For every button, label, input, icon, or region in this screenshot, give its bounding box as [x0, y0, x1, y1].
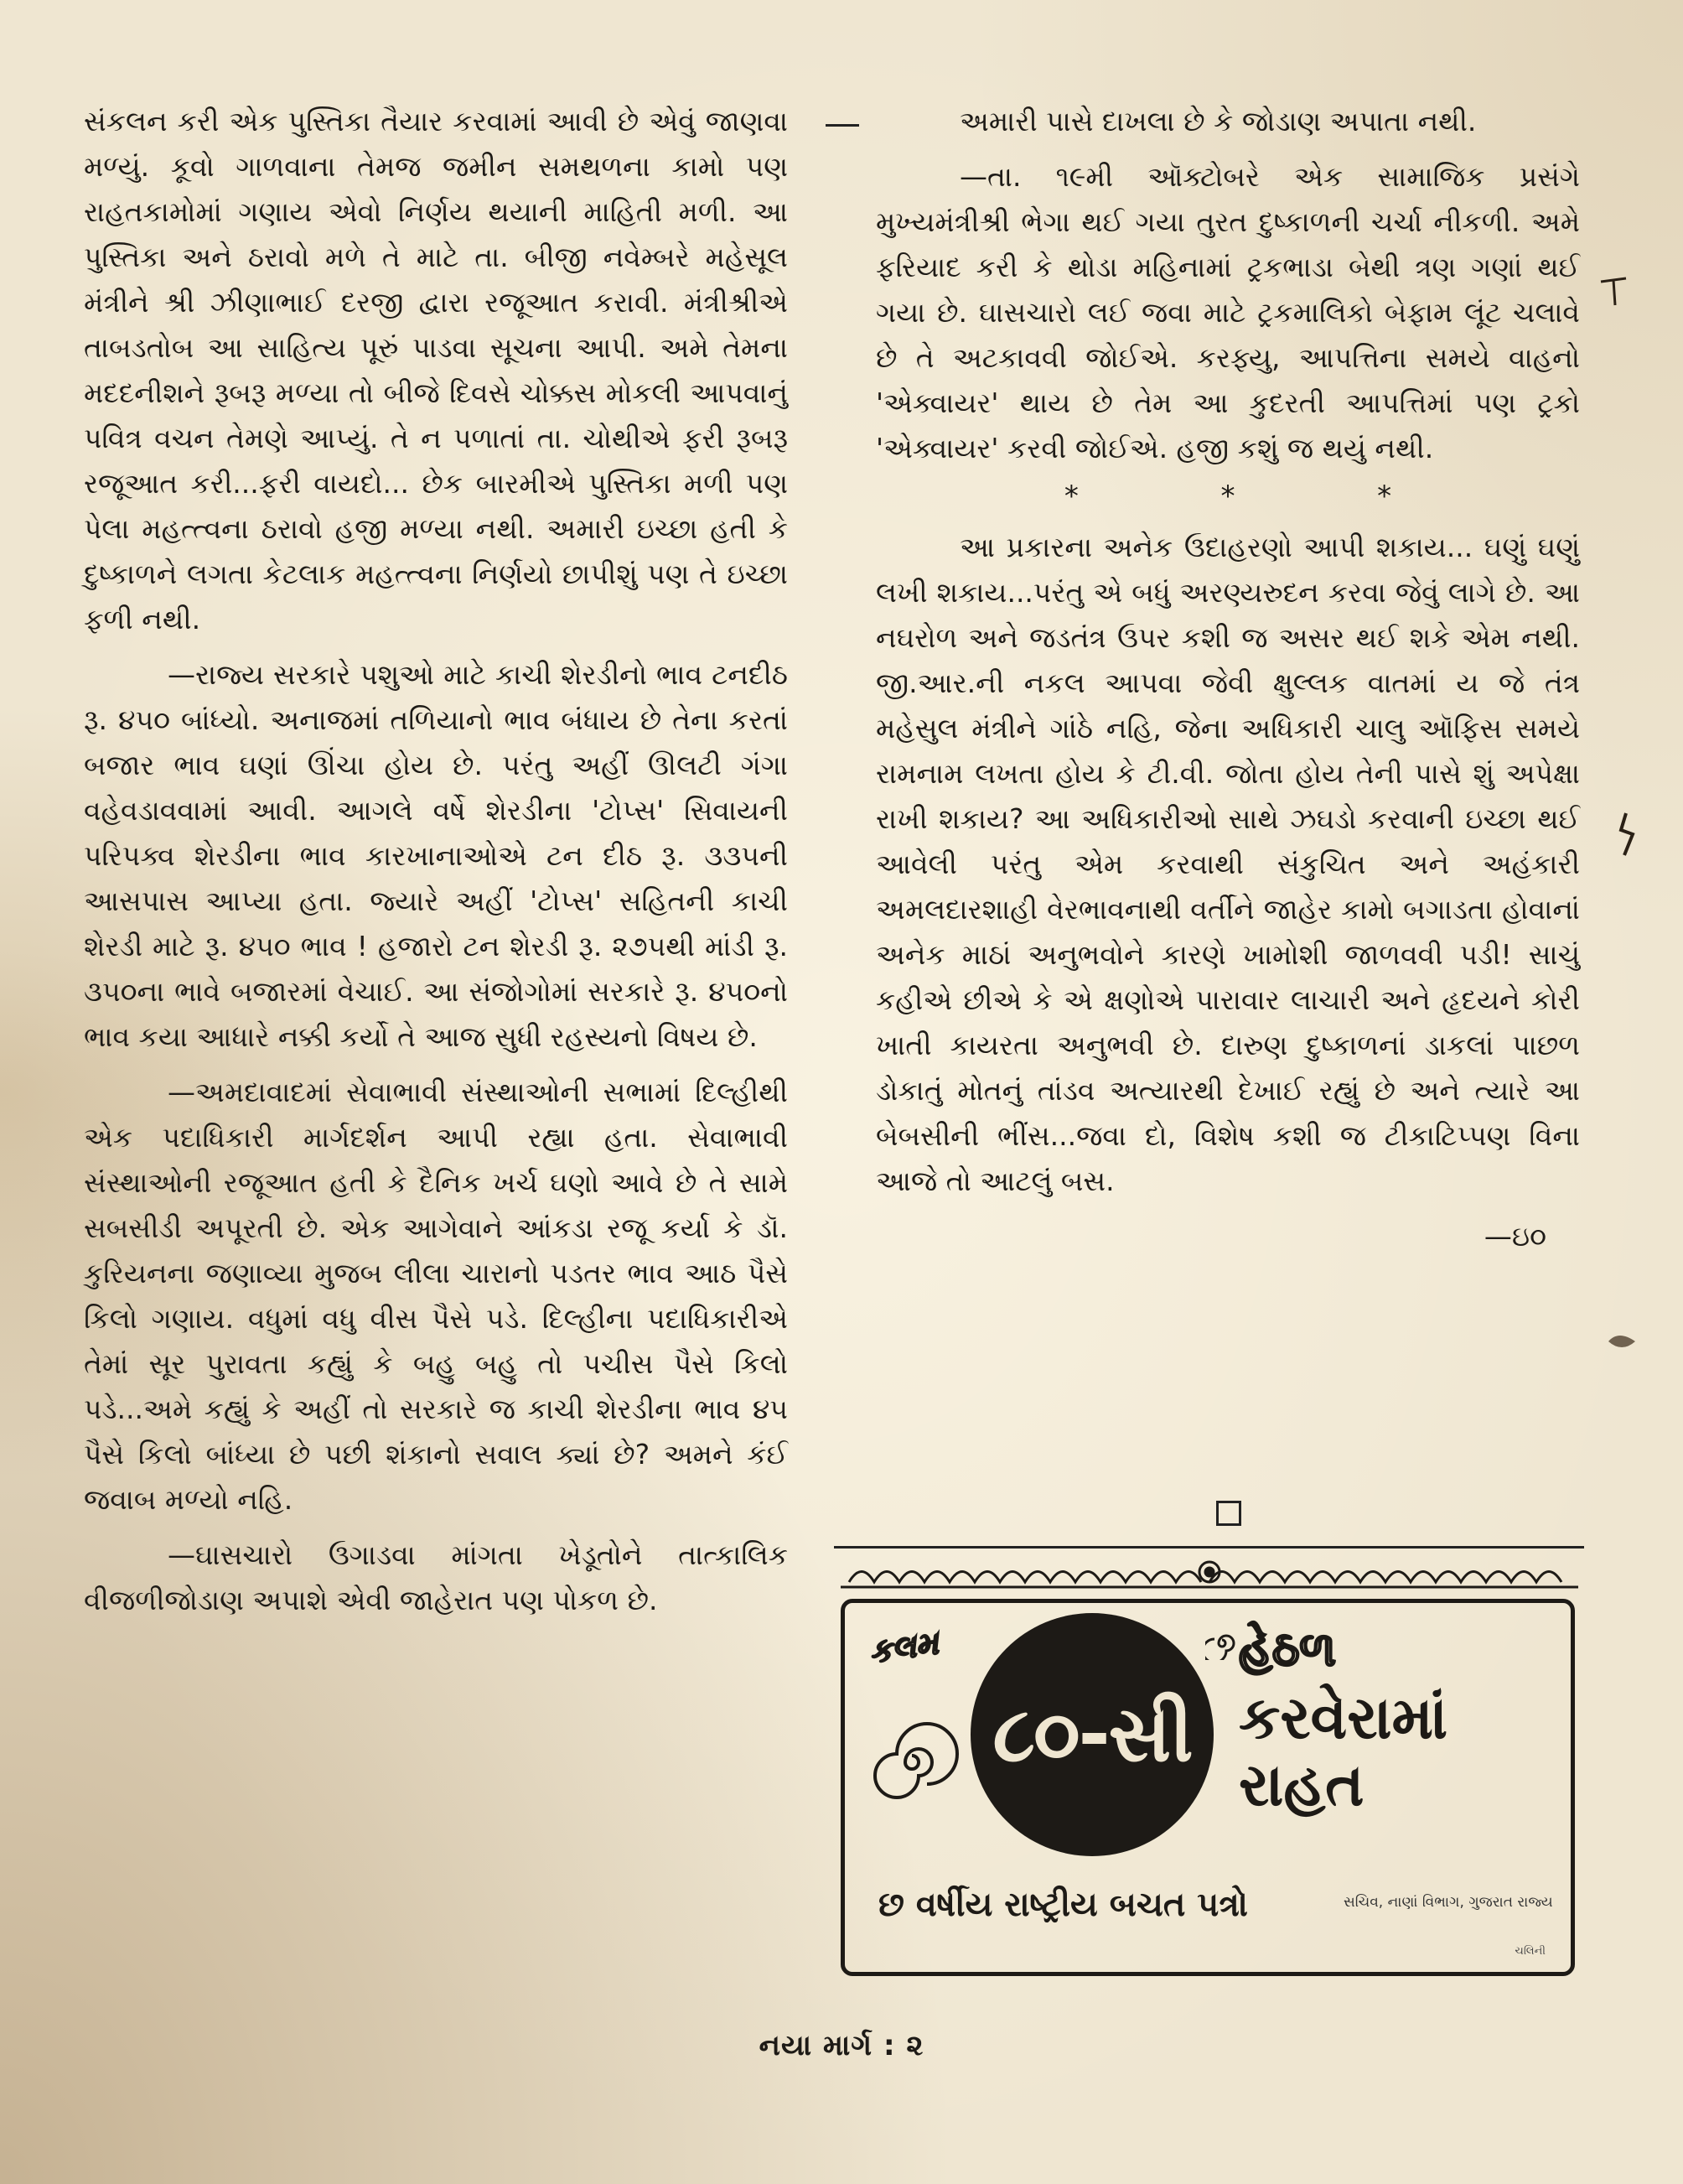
section-number: ૮૦-સી: [992, 1689, 1192, 1779]
ornamental-border-icon: [841, 1557, 1578, 1589]
ad-designer-credit: ચલિની: [1515, 1945, 1546, 1958]
left-paragraph-1: સંકલન કરી એક પુસ્તિકા તૈયાર કરવામાં આવી છે એવું જાણવા મળ્યું. કૂવો ગાળવાના તેમજ જમીન સમથળના કામો પણ રાહતકામોમાં ગણાય એવો નિર્ણય થયાની માહિતી મળી. આ પુસ્તિકા અને ઠરાવો મળે તે માટે તા. બીજી નવેમ્બરે મહેસૂલ મંત્રીને શ્રી ઝીણાભાઈ દરજી દ્વારા રજૂઆત કરાવી. મંત્રીશ્રીએ તાબડતોબ આ સાહિત્ય પૂરું પાડવા સૂચના આપી. અમે તેમના મદદનીશને રૂબરૂ મળ્યા તો બીજે દિવસે ચોક્કસ મોકલી આપવાનું પવિત્ર વચન તેમણે આપ્યું. તે ન પળાતાં તા. ચોથીએ ફરી રૂબરૂ રજૂઆત કરી...ફરી વાયદો... છેક બારમીએ પુસ્તિકા મળી પણ પેલા મહત્ત્વના ઠરાવો હજી મળ્યા નથી. અમારી ઇચ્છા હતી કે દુષ્કાળને લગતા કેટલાક મહત્ત્વના નિર્ણયો છાપીશું પણ તે ઇચ્છા ફળી નથી.: [84, 105, 788, 635]
ad-issuer-note: સચિવ, નાણાં વિભાગ, ગુજરાત રાજ્ય: [1344, 1894, 1553, 1911]
right-paragraph-3: આ પ્રકારના અનેક ઉદાહરણો આપી શકાય... ઘણું ઘણું લખી શકાય...પરંતુ એ બધું અરણ્યરુદન કરવા જેવું લાગે છે. આ નઘરોળ અને જડતંત્ર ઉપર કશી જ અસર થઈ શકે એમ નથી. જી.આર.ની નકલ આપવા જેવી ક્ષુલ્લક વાતમાં ય જે તંત્ર મહેસુલ મંત્રીને ગાંઠે નહિ, જેના અધિકારી ચાલુ ઑફિસ સમયે રામનામ લખતા હોય કે ટી.વી. જોતા હોય તેની પાસે શું અપેક્ષા રાખી શકાય? આ અધિકારીઓ સાથે ઝઘડો કરવાની ઇચ્છા થઈ આવેલી પરંતુ એમ કરવાથી સંકુચિત અને અહંકારી અમલદારશાહી વેરભાવનાથી વર્તીને જાહેર કામો બગાડતા હોવાનાં અનેક માઠાં અનુભવોને કારણે ખામોશી જાળવવી પડી! સાચું કહીએ છીએ કે એ ક્ષણોએ પારાવાર લાચારી અને હૃદયને કોરી ખાતી કાયરતા અનુભવી છે. દારુણ દુષ્કાળનાં ડાકલાં પાછળ ડોકાતું મોતનું તાંડવ અત્યારથી દેખાઈ રહ્યું છે અને ત્યારે આ બેબસીની ભીંસ...જવા દો, વિશેષ કશી જ ટીકાટિપ્પણ વિના આજે તો આટલું બસ.: [876, 531, 1580, 1197]
paper-tear-icon: [1609, 809, 1643, 859]
spiral-ornament-icon: [862, 1712, 962, 1813]
paper-tear-icon: [1597, 275, 1630, 309]
left-paragraph-2: —રાજ્ય સરકારે પશુઓ માટે કાચી શેરડીનો ભાવ ટનદીઠ રૂ. ૪૫૦ બાંધ્યો. અનાજમાં તળિયાનો ભાવ બંધાય છે તેના કરતાં બજાર ભાવ ઘણાં ઊંચા હોય છે. પરંતુ અહીં ઊલટી ગંગા વહેવડાવવામાં આવી. આગલે વર્ષે શેરડીના 'ટોપ્સ' સિવાયની પરિપક્વ શેરડીના ભાવ કારખાનાઓએ ટન દીઠ રૂ. ૩૩૫ની આસપાસ આપ્યા હતા. જ્યારે અહીં 'ટોપ્સ' સહિતની કાચી શેરડી માટે રૂ. ૪૫૦ ભાવ ! હજારો ટન શેરડી રૂ. ૨૭૫થી માંડી રૂ. ૩૫૦ના ભાવે બજારમાં વેચાઈ. આ સંજોગોમાં સરકારે રૂ. ૪૫૦નો ભાવ કયા આધારે નક્કી કર્યો તે આજ સુધી રહસ્યનો વિષય છે.: [84, 658, 788, 1053]
ad-section-tag: કલમ: [867, 1624, 941, 1671]
right-column: [876, 99, 1580, 1259]
spiral-ornament-icon: [1205, 1626, 1239, 1660]
section-badge: [971, 1613, 1214, 1856]
author-signature: —ઇ૦: [1484, 1220, 1546, 1253]
right-paragraph-1: અમારી પાસે દાખલા છે કે જોડાણ અપાતા નથી.: [960, 105, 1477, 137]
ad-heading-line-2: કરવેરામાં: [1239, 1683, 1448, 1752]
left-column: [84, 99, 788, 1623]
separator-star: *: [1377, 480, 1392, 513]
section-separator: [993, 480, 1463, 513]
ad-heading-line-3: રાહત: [1239, 1751, 1365, 1819]
ad-frame: [841, 1599, 1575, 1976]
left-paragraph-4: —ઘાસચારો ઉગાડવા માંગતા ખેડૂતોને તાત્કાલિક વીજળીજોડાણ અપાશે એવી જાહેરાત પણ પોકળ છે.: [84, 1538, 788, 1616]
savings-certificate-advertisement: [834, 1546, 1584, 1984]
end-mark-square-icon: [1216, 1501, 1241, 1526]
ad-heading-line-1: હેઠળ: [1239, 1622, 1337, 1677]
right-paragraph-2: —તા. ૧૯મી ઑક્ટોબરે એક સામાજિક પ્રસંગે મુખ્યમંત્રીશ્રી ભેગા થઈ ગયા તુરત દુષ્કાળની ચર્ચા નીકળી. અમે ફરિયાદ કરી કે થોડા મહિનામાં ટ્રકભાડા બેથી ત્રણ ગણાં થઈ ગયા છે. ઘાસચારો લઈ જવા માટે ટ્રકમાલિકો બેફામ લૂંટ ચલાવે છે તે અટકાવવી જોઈએ. કરફ્યુ, આપત્તિના સમયે વાહનો 'એક્વાયર' થાય છે તેમ આ કુદરતી આપત્તિમાં પણ ટ્રકો 'એક્વાયર' કરવી જોઈએ. હજી કશું જ થયું નથી.: [876, 160, 1580, 464]
separator-star: *: [1064, 480, 1079, 513]
left-paragraph-3: —અમદાવાદમાં સેવાભાવી સંસ્થાઓની સભામાં દિલ્હીથી એક પદાધિકારી માર્ગદર્શન આપી રહ્યા હતા. સેવાભાવી સંસ્થાઓની રજૂઆત હતી કે દૈનિક ખર્ચ ઘણો આવે છે તે સામે સબસીડી અપૂરતી છે. એક આગેવાને આંકડા રજૂ કર્યા કે ડૉ. કુરિયનના જણાવ્યા મુજબ લીલા ચારાનો પડતર ભાવ આઠ પૈસે કિલો ગણાય. વધુમાં વધુ વીસ પૈસે પડે. દિલ્હીના પદાધિકારીએ તેમાં સૂર પુરાવતા કહ્યું કે બહુ બહુ તો પચીસ પૈસે કિલો પડે...અમે કહ્યું કે અહીં તો સરકારે જ કાચી શેરડીના ભાવ ૪૫ પૈસે કિલો બાંધ્યા છે પછી શંકાનો સવાલ ક્યાં છે? અમને કંઈ જવાબ મળ્યો નહિ.: [84, 1076, 788, 1516]
paper-tear-icon: [1605, 1325, 1639, 1358]
margin-rule: [826, 124, 859, 127]
page-footer-folio: નયા માર્ગ : ૨: [759, 2029, 924, 2062]
separator-star: *: [1220, 480, 1235, 513]
ad-product-name: છ વર્ષીય રાષ્ટ્રીય બચત પત્રો: [878, 1886, 1248, 1924]
